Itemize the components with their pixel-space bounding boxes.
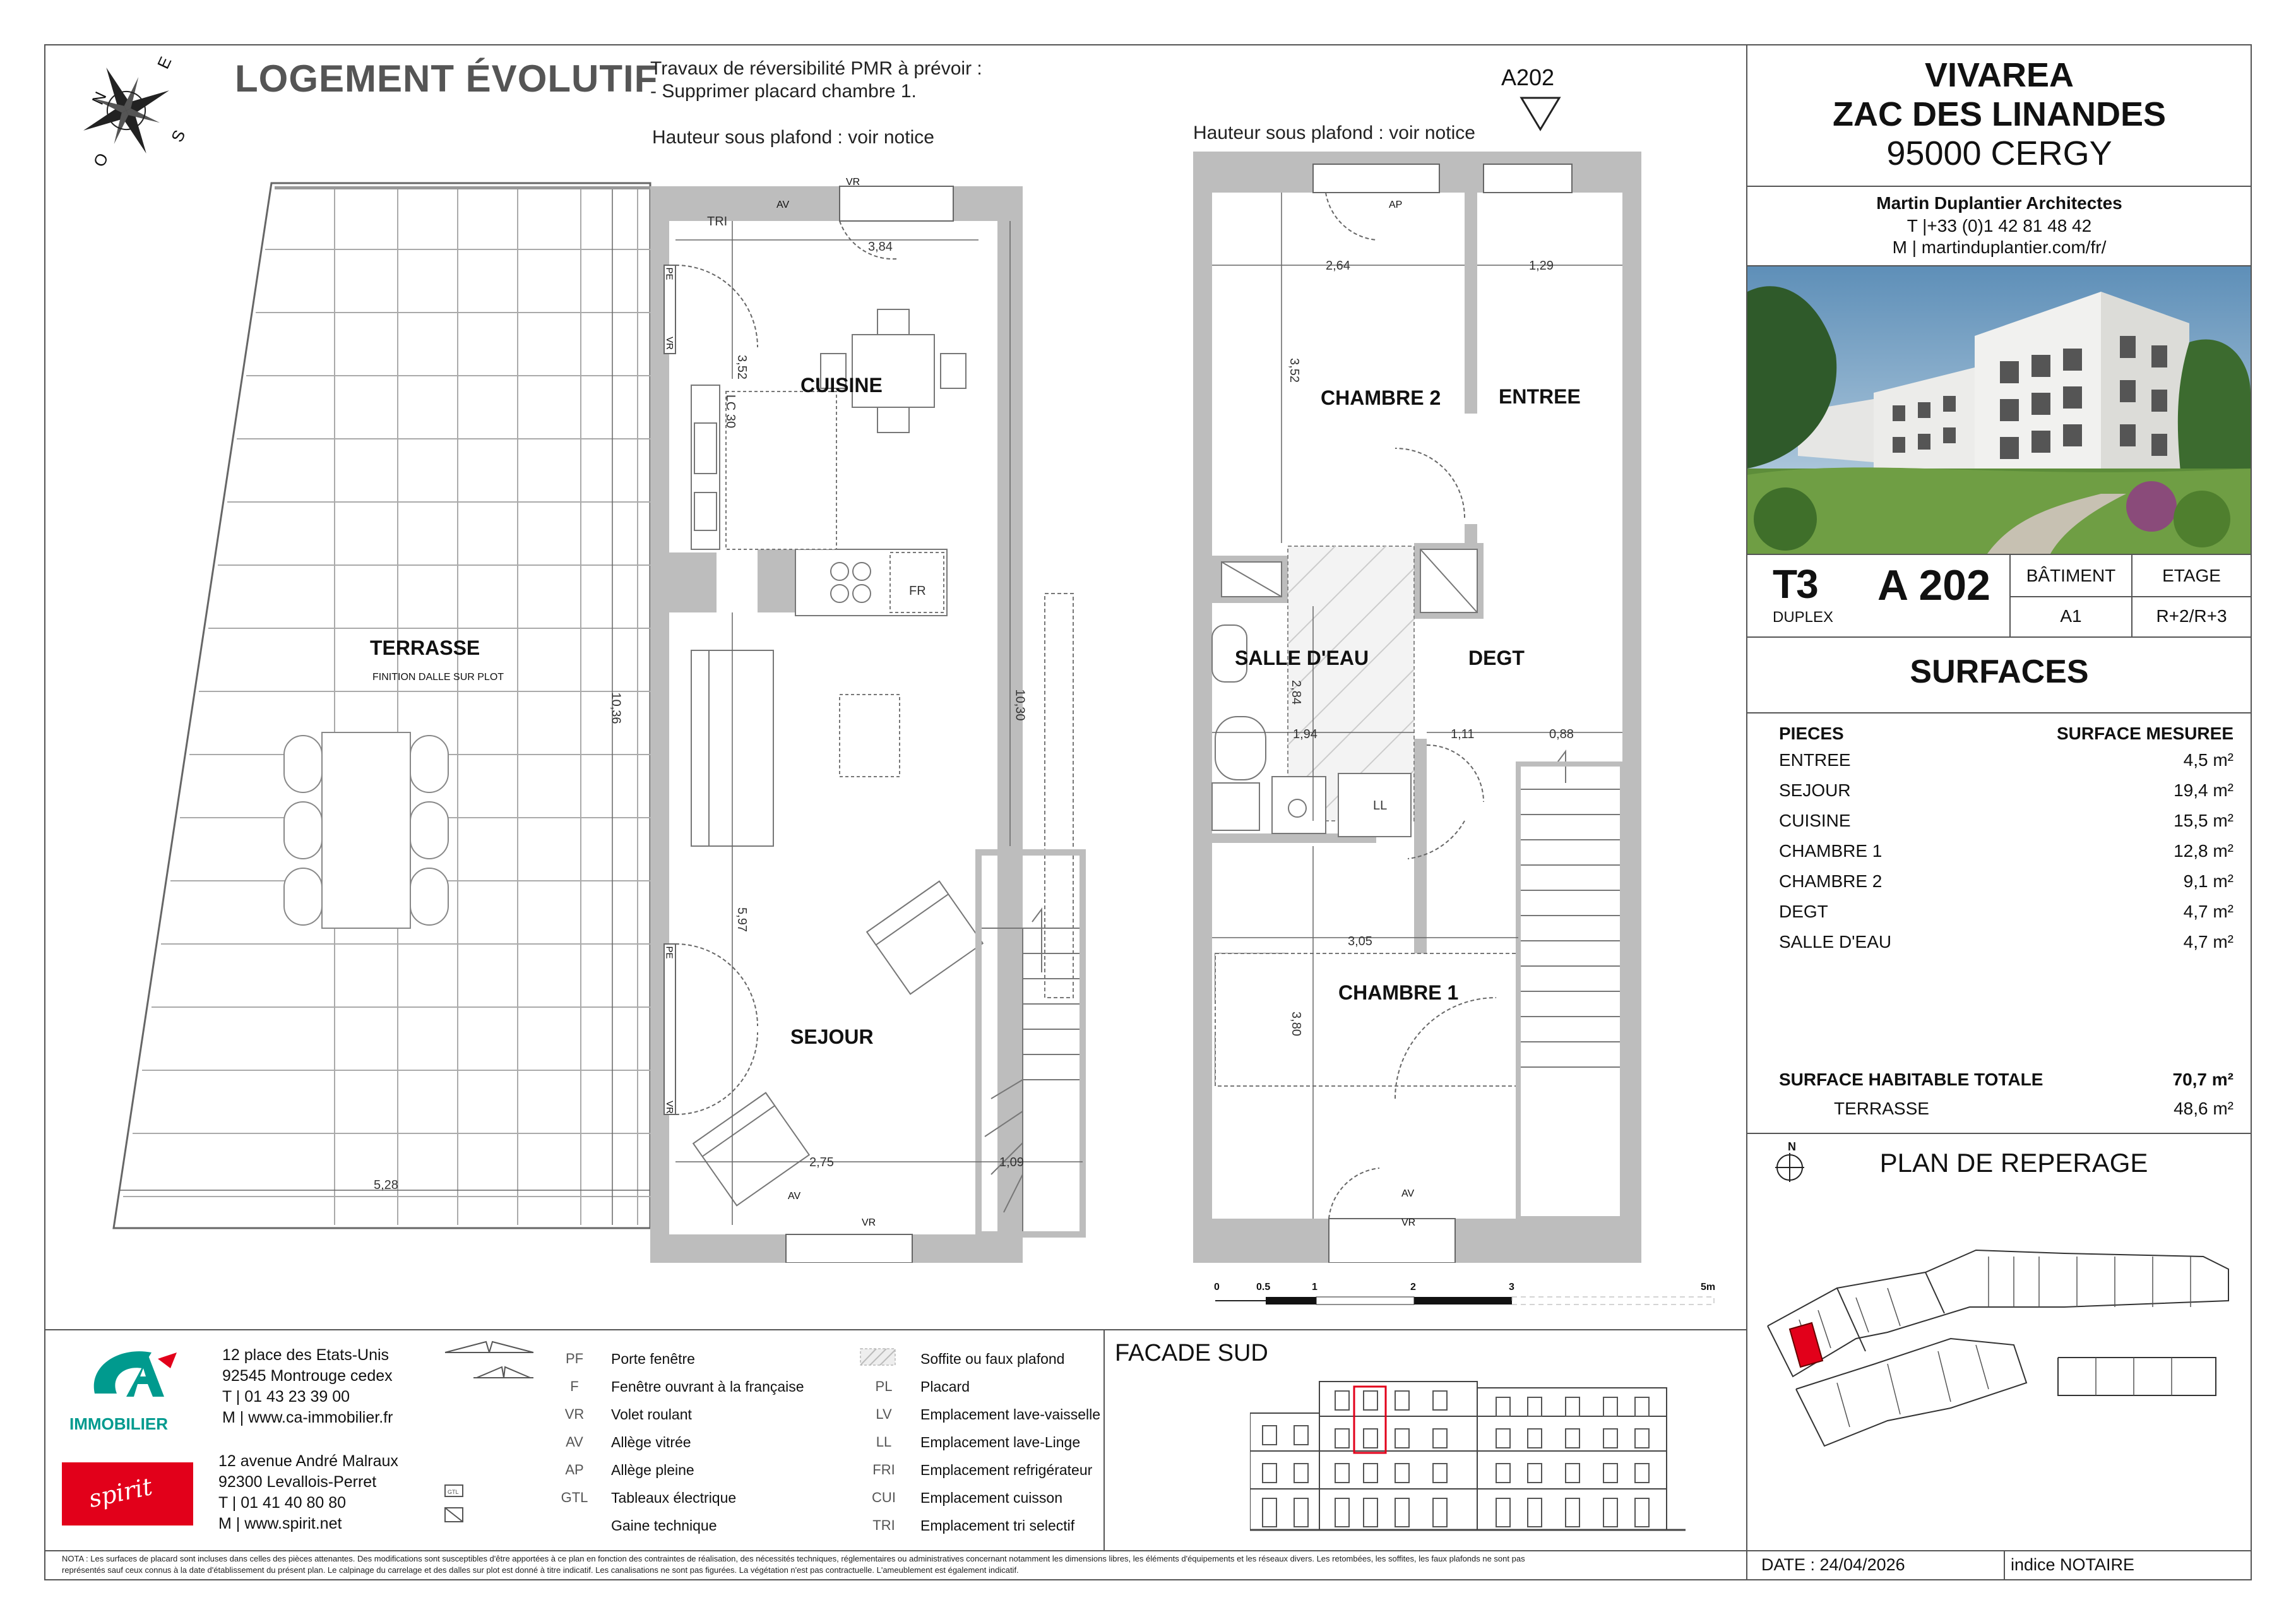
legend-col1 bbox=[556, 1345, 804, 1539]
project-city: 95000 CERGY bbox=[1886, 134, 2112, 172]
dim-1030: 10,30 bbox=[1013, 689, 1027, 721]
legend-item bbox=[865, 1345, 1100, 1373]
label-lc: LC 30 bbox=[723, 394, 738, 429]
legend-code: AV bbox=[566, 1434, 583, 1450]
spirit-web: M | www.spirit.net bbox=[218, 1515, 342, 1532]
footer-index: indice NOTAIRE bbox=[2011, 1555, 2135, 1574]
label-vr-bottom: VR bbox=[663, 1101, 675, 1114]
dim-109: 1,09 bbox=[999, 1155, 1024, 1169]
legend-text: Emplacement refrigérateur bbox=[920, 1461, 1093, 1478]
works-note-line2: - Supprimer placard chambre 1. bbox=[650, 81, 917, 102]
legend-code: GTL bbox=[561, 1490, 588, 1505]
unit-type: T3 bbox=[1773, 561, 1817, 607]
footer-date: DATE : 24/04/2026 bbox=[1761, 1555, 1905, 1574]
room-label-salle-deau: SALLE D'EAU bbox=[1235, 647, 1369, 669]
surface-row bbox=[1779, 775, 2234, 806]
label-fr: FR bbox=[909, 584, 926, 598]
dim-088: 0,88 bbox=[1549, 727, 1574, 741]
legend-text: Emplacement lave-Linge bbox=[920, 1433, 1081, 1450]
legend-item bbox=[865, 1373, 1100, 1400]
terrace-outline bbox=[114, 183, 650, 1228]
surface-row bbox=[1779, 927, 2234, 957]
terrace-table bbox=[284, 732, 448, 928]
surface-total-label: SURFACE HABITABLE TOTALE bbox=[1779, 1070, 2043, 1089]
surface-row-name: SEJOUR bbox=[1779, 780, 1851, 800]
reperage-title: PLAN DE REPERAGE bbox=[1879, 1148, 2148, 1178]
scale-tick-3: 3 bbox=[1509, 1282, 1514, 1293]
spirit-logo-text: spirit bbox=[86, 1472, 155, 1514]
label-av-kitchen: AV bbox=[776, 200, 790, 210]
legend-code: PL bbox=[875, 1378, 893, 1394]
spirit-address-block bbox=[218, 1451, 398, 1534]
surface-row-value: 4,7 m² bbox=[2183, 902, 2234, 921]
surface-row-name: CUISINE bbox=[1779, 811, 1851, 830]
legend-code: F bbox=[570, 1378, 579, 1394]
label-vr-sejour: VR bbox=[862, 1217, 876, 1228]
building-rendering-image bbox=[1747, 266, 2251, 554]
nota-line2: représentés sauf ceux connus à la date d'établissement du présent plan. Le calpinage du carrelage et des dalles sur plot est donné à titre indicatif. Les canalisations ne sont pas figurées. La végétation n'est pas contractuelle. L'ameublement est également indicatif. bbox=[62, 1565, 1019, 1575]
legend-text: Tableaux électrique bbox=[611, 1489, 737, 1506]
label-av-chambre1: AV bbox=[1401, 1188, 1415, 1199]
facade-title: FACADE SUD bbox=[1115, 1340, 1268, 1366]
scale-bar bbox=[1206, 1277, 1723, 1315]
legend-item bbox=[556, 1428, 804, 1456]
dim-597: 5,97 bbox=[734, 907, 749, 932]
scale-tick-0: 0 bbox=[1214, 1282, 1220, 1293]
ca-immobilier-label: IMMOBILIER bbox=[69, 1414, 168, 1433]
legend-item bbox=[556, 1484, 804, 1512]
site-plan-highlight bbox=[1790, 1323, 1823, 1367]
legend-text: Soffite ou faux plafond bbox=[920, 1350, 1065, 1367]
building-value: A1 bbox=[2060, 606, 2082, 626]
divider-4 bbox=[1747, 636, 2251, 638]
divider-1 bbox=[1747, 186, 2251, 187]
legend-text: Allège vitrée bbox=[611, 1433, 691, 1450]
surfaces-header-row bbox=[1779, 722, 2234, 745]
surface-row-value: 19,4 m² bbox=[2174, 780, 2234, 800]
ceiling-note-right: Hauteur sous plafond : voir notice bbox=[1193, 122, 1475, 143]
legend-code: FRI bbox=[872, 1462, 895, 1478]
dim-380: 3,80 bbox=[1288, 1012, 1303, 1036]
building-label: BÂTIMENT bbox=[2026, 566, 2116, 585]
legend-item bbox=[556, 1373, 804, 1400]
divider-6 bbox=[1747, 1133, 2251, 1134]
dim-305: 3,05 bbox=[1348, 934, 1372, 948]
surface-row-name: CHAMBRE 2 bbox=[1779, 871, 1883, 891]
surface-row-name: DEGT bbox=[1779, 902, 1828, 921]
surface-row-name: SALLE D'EAU bbox=[1779, 932, 1892, 952]
legend-text: Gaine technique bbox=[611, 1517, 717, 1534]
terrace-finish-note: FINITION DALLE SUR PLOT bbox=[372, 672, 504, 683]
room-label-chambre2: CHAMBRE 2 bbox=[1321, 386, 1441, 409]
scale-tick-2: 2 bbox=[1410, 1282, 1416, 1293]
legend-item bbox=[556, 1400, 804, 1428]
legend-item bbox=[865, 1456, 1100, 1484]
legend-col2 bbox=[865, 1345, 1100, 1539]
legend-item bbox=[865, 1512, 1100, 1539]
legend-text: Placard bbox=[920, 1378, 970, 1395]
dim-528: 5,28 bbox=[374, 1178, 398, 1192]
project-zac: ZAC DES LINANDES bbox=[1832, 95, 2167, 133]
site-plan-map bbox=[1761, 1238, 2241, 1465]
dim-264: 2,64 bbox=[1326, 259, 1350, 273]
walls-upper bbox=[1193, 152, 1641, 1263]
legend-text: Emplacement lave-vaisselle bbox=[920, 1406, 1101, 1423]
label-ap-chambre2: AP bbox=[1389, 200, 1403, 210]
room-label-cuisine: CUISINE bbox=[800, 374, 883, 397]
dim-194: 1,94 bbox=[1293, 727, 1318, 741]
project-name: VIVAREA bbox=[1924, 56, 2074, 94]
legend-item bbox=[865, 1400, 1100, 1428]
legend-code: LV bbox=[876, 1406, 892, 1422]
surface-row-value: 9,1 m² bbox=[2183, 871, 2234, 891]
legend-text: Emplacement cuisson bbox=[920, 1489, 1062, 1506]
surface-terrasse-label: TERRASSE bbox=[1834, 1099, 1929, 1118]
spirit-address-line1: 12 avenue André Malraux bbox=[218, 1452, 398, 1470]
reperage-north-label: N bbox=[1788, 1140, 1796, 1153]
label-ll: LL bbox=[1373, 799, 1388, 813]
surface-row-value: 15,5 m² bbox=[2174, 811, 2234, 830]
compass-south-label: S bbox=[167, 127, 189, 145]
footer-divider-mid bbox=[2004, 1550, 2005, 1580]
room-label-terrasse: TERRASSE bbox=[370, 636, 480, 659]
unit-divider-3 bbox=[2009, 596, 2251, 597]
dim-352a: 3,52 bbox=[734, 355, 749, 379]
surface-row bbox=[1779, 897, 2234, 927]
svg-text:GTL: GTL bbox=[448, 1489, 459, 1495]
legend-code: AP bbox=[565, 1462, 584, 1478]
nota-divider bbox=[44, 1550, 1747, 1551]
section-marker-triangle-icon bbox=[1518, 95, 1562, 133]
divider-5 bbox=[1747, 712, 2251, 713]
surface-total-row bbox=[1779, 1065, 2234, 1095]
legend-symbols bbox=[442, 1339, 537, 1534]
architect-phone: T |+33 (0)1 42 81 48 42 bbox=[1906, 216, 2092, 236]
surface-row bbox=[1779, 806, 2234, 836]
bottom-band-divider bbox=[44, 1329, 1747, 1330]
architect-name: Martin Duplantier Architectes bbox=[1876, 193, 2122, 213]
footer-divider-top bbox=[1747, 1550, 2251, 1551]
legend-code: TRI bbox=[872, 1517, 895, 1533]
surface-row-name: ENTREE bbox=[1779, 750, 1851, 770]
surface-total-value: 70,7 m² bbox=[2172, 1070, 2234, 1089]
ca-logo-icon bbox=[82, 1340, 183, 1409]
works-note-line1: Travaux de réversibilité PMR à prévoir : bbox=[650, 58, 982, 79]
ceiling-note-left: Hauteur sous plafond : voir notice bbox=[652, 127, 934, 148]
plan-upper-level bbox=[1187, 152, 1641, 1263]
stairs-upper bbox=[1518, 751, 1622, 1219]
label-vr-top: VR bbox=[663, 337, 675, 350]
dim-284: 2,84 bbox=[1288, 680, 1303, 705]
scale-tick-1: 1 bbox=[1312, 1282, 1318, 1293]
legend-item bbox=[556, 1456, 804, 1484]
north-arrow-icon bbox=[1774, 1152, 1805, 1183]
nota-line1: NOTA : Les surfaces de placard sont incluses dans celles des pièces attenantes. Des modifications sont susceptibles d'être apportées à ce plan en fonction des contraintes de réalisation, des nécessités techniques, réglementaires ou administratives concernant notamment les dimensions libres, les éléments d'équipements et les réseaux divers. Les retombées, les soffites, les faux plafonds ne sont pas bbox=[62, 1554, 1525, 1563]
surface-row-name: CHAMBRE 1 bbox=[1779, 841, 1883, 861]
surface-row bbox=[1779, 866, 2234, 897]
unit-subtype: DUPLEX bbox=[1773, 609, 1834, 626]
legend-item bbox=[865, 1428, 1100, 1456]
dim-352b: 3,52 bbox=[1287, 358, 1301, 383]
label-vr-chambre1: VR bbox=[1401, 1217, 1416, 1228]
spirit-logo bbox=[62, 1462, 193, 1525]
surface-row bbox=[1779, 745, 2234, 775]
legend-code: CUI bbox=[872, 1490, 896, 1505]
label-pe-top: PE bbox=[663, 267, 675, 280]
floor-value: R+2/R+3 bbox=[2156, 606, 2227, 626]
dim-111: 1,11 bbox=[1451, 727, 1475, 741]
plan-lower-level bbox=[95, 152, 1105, 1263]
legend-text: Porte fenêtre bbox=[611, 1350, 695, 1367]
compass-west-label: O bbox=[89, 150, 112, 170]
surfaces-col-surface: SURFACE MESUREE bbox=[2056, 724, 2234, 743]
nota-block bbox=[62, 1553, 1735, 1576]
legend-item bbox=[556, 1512, 804, 1539]
section-marker-label: A202 bbox=[1501, 64, 1555, 90]
architect-web: M | martinduplantier.com/fr/ bbox=[1892, 237, 2107, 257]
room-label-chambre1: CHAMBRE 1 bbox=[1338, 981, 1459, 1004]
label-pe-bottom: PE bbox=[663, 946, 675, 959]
scale-tick-5m: 5m bbox=[1701, 1282, 1716, 1293]
ca-address-line1: 12 place des Etats-Unis bbox=[222, 1346, 390, 1364]
label-tri: TRI bbox=[707, 215, 728, 229]
label-av-sejour: AV bbox=[788, 1191, 801, 1202]
legend-text: Volet roulant bbox=[611, 1406, 692, 1423]
dim-384: 3,84 bbox=[868, 240, 893, 254]
surfaces-col-pieces: PIECES bbox=[1779, 724, 1844, 743]
floor-label: ETAGE bbox=[2162, 566, 2221, 585]
facade-divider bbox=[1103, 1330, 1105, 1550]
dim-129: 1,29 bbox=[1529, 259, 1554, 273]
compass-east-label: E bbox=[153, 54, 175, 72]
surface-row-value: 12,8 m² bbox=[2174, 841, 2234, 861]
legend-text: Allège pleine bbox=[611, 1461, 694, 1478]
surfaces-table bbox=[1779, 722, 2234, 957]
surface-row bbox=[1779, 836, 2234, 866]
dim-1036: 10,36 bbox=[609, 692, 623, 724]
legend-code: LL bbox=[876, 1434, 892, 1450]
plan-title: LOGEMENT ÉVOLUTIF bbox=[235, 57, 658, 100]
bedroom-furniture bbox=[1215, 953, 1518, 1086]
room-label-degt: DEGT bbox=[1468, 647, 1525, 669]
legend-text: Emplacement tri selectif bbox=[920, 1517, 1075, 1534]
facade-elevation bbox=[1250, 1369, 1736, 1539]
spirit-phone: T | 01 41 40 80 80 bbox=[218, 1494, 347, 1512]
scale-tick-05: 0.5 bbox=[1256, 1282, 1271, 1293]
surfaces-title: SURFACES bbox=[1910, 654, 2089, 690]
legend-code: PF bbox=[565, 1351, 584, 1366]
legend-item bbox=[556, 1345, 804, 1373]
spirit-address-line2: 92300 Levallois-Perret bbox=[218, 1473, 377, 1491]
legend-code: VR bbox=[564, 1406, 585, 1422]
surface-row-value: 4,7 m² bbox=[2183, 932, 2234, 952]
room-label-sejour: SEJOUR bbox=[790, 1025, 874, 1048]
ca-address-line2: 92545 Montrouge cedex bbox=[222, 1367, 393, 1385]
ca-address-block bbox=[222, 1345, 393, 1428]
ca-web: M | www.ca-immobilier.fr bbox=[222, 1409, 393, 1426]
label-vr-kitchen: VR bbox=[846, 177, 860, 188]
surface-terrasse-value: 48,6 m² bbox=[2174, 1099, 2234, 1118]
divider-3 bbox=[1747, 554, 2251, 555]
legend-text: Fenêtre ouvrant à la française bbox=[611, 1378, 804, 1395]
surface-row-value: 4,5 m² bbox=[2183, 750, 2234, 770]
legend-item bbox=[865, 1484, 1100, 1512]
terrace-tile-grid bbox=[123, 189, 650, 1225]
unit-number: A 202 bbox=[1877, 561, 1990, 609]
surface-terrasse-row bbox=[1834, 1094, 2234, 1124]
compass-north-label: N bbox=[88, 88, 110, 108]
ca-phone: T | 01 43 23 39 00 bbox=[222, 1388, 350, 1406]
room-label-entree: ENTREE bbox=[1499, 385, 1581, 408]
dim-275: 2,75 bbox=[809, 1155, 834, 1169]
